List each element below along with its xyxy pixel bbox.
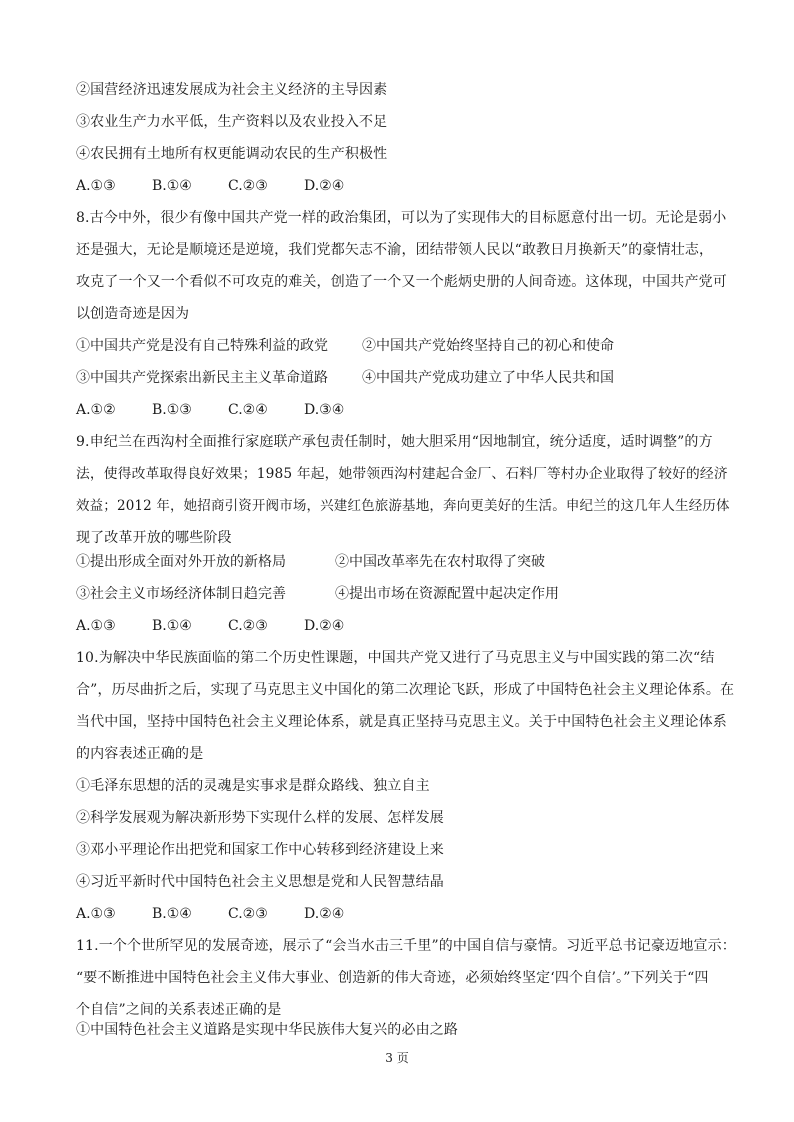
q10-statement-2: ②科学发展观为解决新形势下实现什么样的发展、怎样发展 (76, 810, 444, 826)
q10-stem-line-4: 的内容表述正确的是 (76, 746, 204, 762)
q10-options (76, 904, 344, 924)
q7-statement-4: ④农民拥有土地所有权更能调动农民的生产积极性 (76, 146, 388, 162)
q7-option-d: D.②④ (304, 178, 345, 194)
q8-stem-line-4: 以创造奇迹是因为 (76, 306, 190, 322)
q10-stem-line-2: 合”，历尽曲折之后，实现了马克思主义中国化的第二次理论飞跃，形成了中国特色社会主义理论体系。在 (76, 682, 735, 698)
q11-stem-line-3: 个自信”之间的关系表述正确的是 (76, 1002, 282, 1018)
q9-statement-3: ③社会主义市场经济体制日趋完善 (76, 586, 286, 602)
q8-statement-1: ①中国共产党是没有自己特殊利益的政党 (76, 338, 328, 354)
q7-statement-2: ②国营经济迅速发展成为社会主义经济的主导因素 (76, 82, 388, 98)
q8-option-a: A.①② (76, 402, 116, 418)
q9-option-b: B.①④ (152, 618, 192, 634)
q9-statement-2: ②中国改革率先在农村取得了突破 (335, 554, 545, 570)
q9-stem-line-4: 现了改革开放的哪些阶段 (76, 530, 232, 546)
q8-option-d: D.③④ (304, 402, 345, 418)
q8-statements-row-1 (76, 336, 614, 356)
q9-statement-1: ①提出形成全面对外开放的新格局 (76, 554, 286, 570)
q10-stem-line-3: 当代中国，坚持中国特色社会主义理论体系，就是真正坚持马克思主义。关于中国特色社会主义理论体系 (76, 714, 727, 730)
q8-statement-2: ②中国共产党始终坚持自己的初心和使命 (362, 338, 614, 354)
q10-stem-line-1: 10.为解决中华民族面临的第二个历史性课题，中国共产党又进行了马克思主义与中国实践的第二次“结 (76, 650, 715, 666)
q8-stem-line-1: 8.古今中外，很少有像中国共产党一样的政治集团，可以为了实现伟大的目标愿意付出一切。无论是弱小 (76, 210, 727, 226)
q10-option-c: C.②③ (228, 906, 268, 922)
q8-statements-row-2 (76, 368, 614, 388)
q9-statements-row-2 (76, 584, 559, 604)
q8-statement-3: ③中国共产党探索出新民主主义革命道路 (76, 370, 328, 386)
q7-option-a: A.①③ (76, 178, 116, 194)
q8-options (76, 400, 344, 420)
q11-stem-line-2: “要不断推进中国特色社会主义伟大事业、创造新的伟大奇迹，必须始终坚定‘四个自信’。”下列关于“四 (76, 970, 709, 986)
q11-statement-1: ①中国特色社会主义道路是实现中华民族伟大复兴的必由之路 (76, 1022, 459, 1038)
q10-statement-3: ③邓小平理论作出把党和国家工作中心转移到经济建设上来 (76, 842, 444, 858)
q9-option-a: A.①③ (76, 618, 116, 634)
q9-option-d: D.②④ (304, 618, 345, 634)
q8-option-c: C.②④ (228, 402, 268, 418)
q8-stem-line-3: 攻克了一个又一个看似不可攻克的难关，创造了一个又一个彪炳史册的人间奇迹。这体现，中国共产党可 (76, 274, 727, 290)
q9-options (76, 616, 344, 636)
q9-statement-4: ④提出市场在资源配置中起决定作用 (335, 586, 559, 602)
q7-statement-3: ③农业生产力水平低，生产资料以及农业投入不足 (76, 114, 388, 130)
q7-options (76, 176, 344, 196)
q10-option-d: D.②④ (304, 906, 345, 922)
q11-stem-line-1: 11.一个个世所罕见的发展奇迹，展示了“会当水击三千里”的中国自信与豪情。习近平总书记豪迈地宣示： (76, 938, 736, 954)
q9-stem-line-3: 效益；2012 年，她招商引资开阀市场，兴建红色旅游基地，奔向更美好的生活。申纪兰的这几年人生经历体 (76, 498, 730, 514)
page-number: 3 页 (385, 1051, 409, 1065)
q10-statement-1: ①毛泽东思想的活的灵魂是实事求是群众路线、独立自主 (76, 778, 430, 794)
q7-option-c: C.②③ (228, 178, 268, 194)
q8-statement-4: ④中国共产党成功建立了中华人民共和国 (362, 370, 614, 386)
q10-option-a: A.①③ (76, 906, 116, 922)
q9-option-c: C.②③ (228, 618, 268, 634)
q9-statements-row-1 (76, 552, 545, 572)
q10-statement-4: ④习近平新时代中国特色社会主义思想是党和人民智慧结晶 (76, 874, 444, 890)
q8-stem-line-2: 还是强大，无论是顺境还是逆境，我们党都矢志不渝，团结带领人民以“敢教日月换新天”的豪情壮志， (76, 242, 714, 258)
q7-option-b: B.①④ (152, 178, 192, 194)
q9-stem-line-2: 法，使得改革取得良好效果；1985 年起，她带领西沟村建起合金厂、石料厂等村办企业取得了较好的经济 (76, 466, 728, 482)
q9-stem-line-1: 9.申纪兰在西沟村全面推行家庭联产承包责任制时，她大胆采用“因地制宜，统分适度，适时调整”的方 (76, 434, 713, 450)
q8-option-b: B.①③ (152, 402, 192, 418)
q10-option-b: B.①④ (152, 906, 192, 922)
